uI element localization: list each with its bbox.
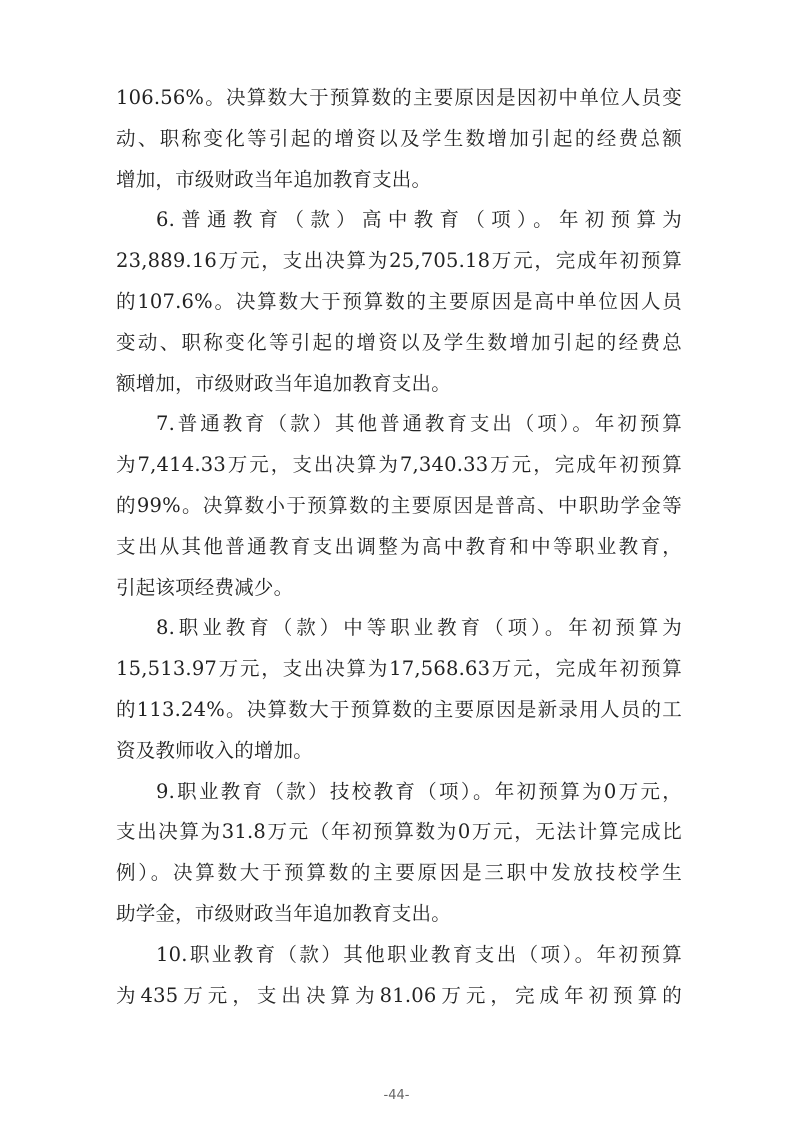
text-line: 为7,414.33万元，支出决算为7,340.33万元，完成年初预算: [116, 453, 682, 477]
text-line: 的113.24%。决算数大于预算数的主要原因是新录用人员的工: [116, 697, 682, 721]
text-line: 例）。决算数大于预算数的主要原因是三职中发放技校学生: [116, 861, 682, 885]
text-line: 7.普通教育（款）其他普通教育支出（项）。年初预算: [156, 412, 682, 436]
text-line: 变动、职称变化等引起的增资以及学生数增加引起的经费总: [116, 330, 682, 354]
text-line: 6.普通教育（款）高中教育（项）。年初预算为: [156, 208, 682, 232]
text-line: 106.56%。决算数大于预算数的主要原因是因初中单位人员变: [116, 86, 682, 109]
text-line: 9.职业教育（款）技校教育（项）。年初预算为0万元，: [156, 779, 682, 803]
text-line: 额增加，市级财政当年追加教育支出。: [116, 371, 451, 395]
text-line: 15,513.97万元，支出决算为17,568.63万元，完成年初预算: [116, 657, 682, 681]
text-line: 助学金，市级财政当年追加教育支出。: [116, 901, 451, 925]
text-line: 10.职业教育（款）其他职业教育支出（项）。年初预算: [156, 942, 682, 966]
text-line: 为435万元，支出决算为81.06万元，完成年初预算的: [116, 983, 682, 1007]
text-line: 支出决算为31.8万元（年初预算数为0万元，无法计算完成比: [116, 820, 682, 844]
page-number: -44-: [383, 1088, 410, 1103]
text-line: 增加，市级财政当年追加教育支出。: [116, 167, 432, 191]
text-line: 23,889.16万元，支出决算为25,705.18万元，完成年初预算: [116, 249, 682, 273]
text-line: 动、职称变化等引起的增资以及学生数增加引起的经费总额: [116, 126, 682, 150]
text-line: 的99%。决算数小于预算数的主要原因是普高、中职助学金等: [116, 493, 682, 517]
text-line: 的107.6%。决算数大于预算数的主要原因是高中单位因人员: [116, 289, 682, 313]
text-line: 支出从其他普通教育支出调整为高中教育和中等职业教育，: [116, 534, 682, 558]
text-line: 资及教师收入的增加。: [116, 738, 314, 762]
text-line: 8.职业教育（款）中等职业教育（项）。年初预算为: [156, 616, 682, 640]
text-line: 引起该项经费减少。: [116, 575, 294, 599]
body-text: [116, 78, 682, 1016]
